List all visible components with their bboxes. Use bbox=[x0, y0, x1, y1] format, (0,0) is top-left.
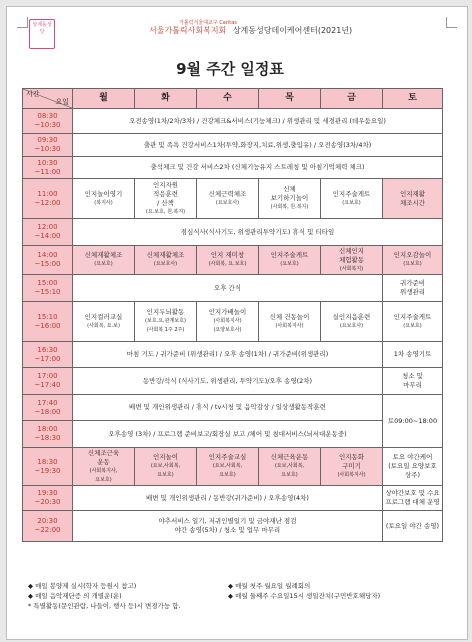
document-header bbox=[29, 19, 449, 49]
table-row bbox=[23, 302, 443, 342]
activity-cell-fri bbox=[321, 448, 383, 486]
table-row bbox=[23, 157, 443, 179]
activity-cell-tue bbox=[135, 246, 197, 275]
activity-title: 인지주술게트 bbox=[393, 312, 432, 321]
activity-staff: (사회복지) bbox=[339, 265, 364, 272]
day-header-sat: 토 bbox=[383, 89, 443, 109]
activity-staff: (사회복지사) (요양보호사) bbox=[213, 318, 242, 333]
time-label: 19:30 ~20:30 bbox=[34, 489, 61, 506]
time-label: 15:00 ~15:10 bbox=[34, 279, 61, 296]
activity-title: 신체 보기하기놀이 bbox=[270, 185, 309, 202]
time-label: 17:00 ~17:40 bbox=[34, 372, 61, 389]
note-item: * 특별활동(문인관람, 나들이, 행사 등)시 변경가능 함. bbox=[28, 602, 181, 610]
activity-cell-wed bbox=[197, 448, 259, 486]
activity-title: 인지오감놀이 bbox=[393, 251, 432, 259]
activity-staff: (사회복지사, 요보호) bbox=[89, 467, 118, 483]
activity-cell: 출석체크 및 건강 서비스2차 (신체기능유지 스트레칭 및 아침기억체력 체크) bbox=[73, 157, 443, 179]
activity-cell-tue bbox=[135, 302, 197, 342]
activity-staff: (보호.요,관계보호) (사회복 1주 2주) bbox=[145, 318, 186, 333]
time-cell bbox=[23, 511, 73, 542]
note-item: ◆ 매월 둘째주 수요일15시 생일잔치(구민반호해당자) bbox=[228, 592, 381, 600]
activity-title: 신체근력체조 bbox=[208, 189, 247, 198]
activity-title: 귀가준비 위생관리 bbox=[399, 279, 426, 296]
activity-title: 인지자원 적응훈련 / 산책 bbox=[152, 180, 179, 207]
center-logo: 상계동성당 bbox=[29, 19, 55, 49]
activity-staff: (요보,사회복, 요보호) bbox=[212, 463, 243, 478]
time-cell bbox=[23, 448, 73, 486]
activity-title: 인지주술게트 bbox=[270, 251, 309, 259]
time-cell bbox=[23, 342, 73, 368]
activity-cell-sat bbox=[383, 368, 443, 395]
activity-cell: 배변 및 개인위생관리 / 휴식 / tv시청 및 음악감상 / 일상생활동작훈련 bbox=[73, 395, 383, 421]
crop-mark bbox=[17, 17, 28, 28]
activity-staff: (사회복지사) bbox=[275, 322, 304, 329]
activity-cell: 오후송영 (3차) / 프로그램 준비보고/회장실 보고 /체어 및 침대서비스(뇌서대운동중) bbox=[73, 421, 383, 448]
table-row bbox=[23, 486, 443, 511]
table-row bbox=[23, 395, 443, 421]
time-cell bbox=[23, 421, 73, 448]
activity-cell-mon bbox=[73, 246, 135, 275]
activity-staff: (사회복, 원.복지) bbox=[270, 204, 309, 210]
time-cell bbox=[23, 219, 73, 246]
time-cell bbox=[23, 368, 73, 395]
time-cell bbox=[23, 179, 73, 219]
activity-cell-sat: (토요일 야간 송영) bbox=[383, 511, 443, 542]
activity-title: 신체조근육 운동 bbox=[87, 448, 120, 466]
corner-day-label: 요일 bbox=[55, 98, 69, 106]
activity-cell-mon bbox=[73, 179, 135, 219]
activity-cell-thu bbox=[259, 302, 321, 342]
activity-cell: 배변 및 개인위생관리 / 동반강(귀가준비) / 오후송영(4차) bbox=[73, 486, 383, 511]
activity-cell: 오전송영(1차/2차/3차) / 건강체크&서비스(기능체크) / 위생관리 및 세경관리 (데우둠요일) bbox=[73, 109, 443, 134]
activity-staff: (요보호사) bbox=[339, 322, 364, 329]
time-cell bbox=[23, 109, 73, 134]
time-cell bbox=[23, 246, 73, 275]
activity-title: 인지재활 체조시간 bbox=[399, 189, 426, 207]
activity-staff: (요보호사) bbox=[215, 199, 240, 206]
activity-title: 인지놀이 bbox=[152, 453, 179, 461]
time-cell bbox=[23, 134, 73, 157]
notes-row bbox=[28, 601, 438, 611]
activity-title: 인지놀이영기 bbox=[84, 189, 123, 198]
time-label: 20:30 ~22:00 bbox=[34, 517, 61, 534]
time-label: 09:30 ~10:30 bbox=[34, 136, 61, 153]
time-label: 17:40 ~18:00 bbox=[34, 398, 61, 416]
activity-staff: (요보호) bbox=[94, 261, 113, 267]
activity-staff: (사회복, 요.보호) bbox=[208, 261, 247, 267]
time-cell bbox=[23, 275, 73, 302]
activity-title: 인지컬러교실 bbox=[84, 312, 123, 321]
time-label: 11:00 ~12:00 bbox=[34, 189, 61, 207]
notes-section bbox=[28, 581, 438, 611]
table-row bbox=[23, 275, 443, 302]
time-cell bbox=[23, 302, 73, 342]
activity-cell-sat bbox=[383, 302, 443, 342]
activity-title: 실인지음훈련 bbox=[332, 312, 371, 321]
activity-title: 토요 야간케어 (토요일 요양보호 상주) bbox=[388, 453, 437, 479]
activity-cell-sat bbox=[383, 246, 443, 275]
activity-title: 인지두뇌활동 bbox=[146, 308, 185, 316]
activity-staff: (요보호) bbox=[403, 322, 422, 329]
activity-cell-tue bbox=[135, 448, 197, 486]
activity-cell-thu bbox=[259, 179, 321, 219]
corner-cell bbox=[23, 89, 73, 109]
weekly-schedule-table bbox=[22, 88, 443, 542]
activity-title: 인지동화 구미기 bbox=[338, 453, 365, 470]
activity-cell-sat bbox=[383, 448, 443, 486]
activity-cell: 마침 기도 / 귀가준비 (위생관리) / 오후 송영(1차) / 귀가준비(위생관리) bbox=[73, 342, 383, 368]
time-label: 18:00 ~18:30 bbox=[34, 425, 61, 442]
activity-staff: (요보호) bbox=[280, 261, 299, 267]
activity-cell-sat bbox=[383, 179, 443, 219]
organization-name: 서울가톨릭사회복지회 bbox=[149, 26, 227, 35]
activity-cell bbox=[73, 511, 383, 542]
day-header-thu: 목 bbox=[259, 89, 321, 109]
activity-title: 신체재활체조 bbox=[84, 251, 123, 259]
time-label: 12:00 ~14:00 bbox=[34, 223, 61, 240]
activity-cell-wed bbox=[197, 179, 259, 219]
header-row bbox=[23, 89, 443, 109]
center-name: 상계동성당데이케어센터(2021년) bbox=[232, 26, 353, 35]
activity-staff: (요보,사회복, 요보호) bbox=[274, 463, 305, 478]
activity-staff: (요보,사회복, 요보호) bbox=[150, 463, 181, 478]
activity-cell-fri bbox=[321, 302, 383, 342]
activity-cell-thu bbox=[259, 246, 321, 275]
activity-cell: 오후 간식 bbox=[73, 275, 383, 302]
activity-cell-sat: 토09:00~18:00 bbox=[383, 395, 443, 448]
activity-cell: 출관 및 족욕 건강서비스1차(투약,화장지,치료,위생,출입유) / 오전송영(3차/4차) bbox=[73, 134, 443, 157]
day-header-tue: 화 bbox=[135, 89, 197, 109]
day-header-wed: 수 bbox=[197, 89, 259, 109]
table-row bbox=[23, 368, 443, 395]
activity-title: 인지가배놀이 bbox=[208, 308, 247, 316]
time-label: 14:00 ~15:00 bbox=[34, 251, 61, 268]
table-row bbox=[23, 342, 443, 368]
activity-staff: (요.보호, 원.복지) bbox=[145, 208, 186, 215]
table-row bbox=[23, 179, 443, 219]
activity-staff: (사회복, 요.보) bbox=[87, 322, 120, 329]
activity-title: 상야간보호 및 수요 프로그램 대체 운영 bbox=[385, 489, 440, 506]
activity-cell: 동반강/석식 (식사기도, 위생관리, 투약기도)/오후 송영(2차) bbox=[73, 368, 383, 395]
activity-title: 신체인지 체험활동 bbox=[338, 246, 365, 264]
page-title: 9월 주간 일정표 bbox=[176, 60, 284, 78]
activity-title: 인지주술게트 bbox=[332, 189, 371, 198]
notes-row bbox=[28, 581, 438, 591]
table-row bbox=[23, 448, 443, 486]
activity-cell-tue bbox=[135, 179, 197, 219]
activity-cell-mon bbox=[73, 448, 135, 486]
table-row bbox=[23, 421, 443, 448]
activity-staff: (요보호사) bbox=[153, 261, 178, 267]
activity-staff: (사회복지사) bbox=[337, 472, 366, 478]
activity-cell-thu bbox=[259, 448, 321, 486]
table-row bbox=[23, 109, 443, 134]
activity-cell-fri bbox=[321, 179, 383, 219]
activity-cell-sat bbox=[383, 486, 443, 511]
note-item: ◆ 매월 첫주 월요일 월례회의 bbox=[228, 582, 311, 590]
organization-subtitle: 가톨릭서울대교구 Caritas bbox=[179, 20, 237, 26]
time-label: 15:10 ~16:00 bbox=[34, 312, 61, 330]
activity-cell-sat: 1차 송영기트 bbox=[383, 342, 443, 368]
activity-title: 신체 건동놀이 bbox=[269, 312, 310, 321]
corner-time-label: 시간 bbox=[26, 90, 40, 98]
activity-cell-sat bbox=[383, 275, 443, 302]
activity-cell-fri bbox=[321, 246, 383, 275]
day-header-fri: 금 bbox=[321, 89, 383, 109]
time-label: 16:30 ~17:00 bbox=[34, 345, 61, 363]
activity-title: 인지주술교실 bbox=[208, 453, 247, 461]
activity-title: 청소 및 마무리 bbox=[402, 372, 423, 389]
time-cell bbox=[23, 486, 73, 511]
time-label: 10:30 ~11:00 bbox=[34, 158, 61, 176]
activity-staff: (요보호) bbox=[403, 261, 422, 267]
note-item: ◆ 매일 음악재단증 의 개별운(운) bbox=[28, 592, 122, 600]
activity-staff: (복지사) bbox=[94, 199, 113, 206]
notes-row bbox=[28, 591, 438, 601]
activity-staff: (요보호) bbox=[342, 199, 361, 206]
activity-cell-mon bbox=[73, 302, 135, 342]
activity-title: 야추서비스 일기, 저귀인별일기 및 금야재난 점검 야간 송영(5차) / 청소 및 업무 마무리 bbox=[158, 517, 297, 534]
activity-cell: 점심식사(식사기도, 위생관리투약기도) 휴식 및 티타임 bbox=[73, 219, 443, 246]
activity-title: 인지 재미창 bbox=[210, 251, 245, 259]
organization-line bbox=[149, 20, 353, 36]
activity-cell-wed bbox=[197, 302, 259, 342]
time-label: 18:30 ~19:30 bbox=[34, 457, 61, 475]
table-row bbox=[23, 134, 443, 157]
time-cell bbox=[23, 157, 73, 179]
time-label: 08:30 ~10:30 bbox=[34, 112, 61, 129]
table-row bbox=[23, 246, 443, 275]
activity-title: 신체재활체조 bbox=[146, 251, 185, 259]
day-header-mon: 월 bbox=[73, 89, 135, 109]
activity-cell-wed bbox=[197, 246, 259, 275]
table-row bbox=[23, 219, 443, 246]
activity-title: 신체근육운동 bbox=[270, 453, 309, 461]
note-item: ◆ 매일 봉양제 실시(학자 등원시 참고) bbox=[28, 582, 137, 590]
time-cell bbox=[23, 395, 73, 421]
table-row bbox=[23, 511, 443, 542]
